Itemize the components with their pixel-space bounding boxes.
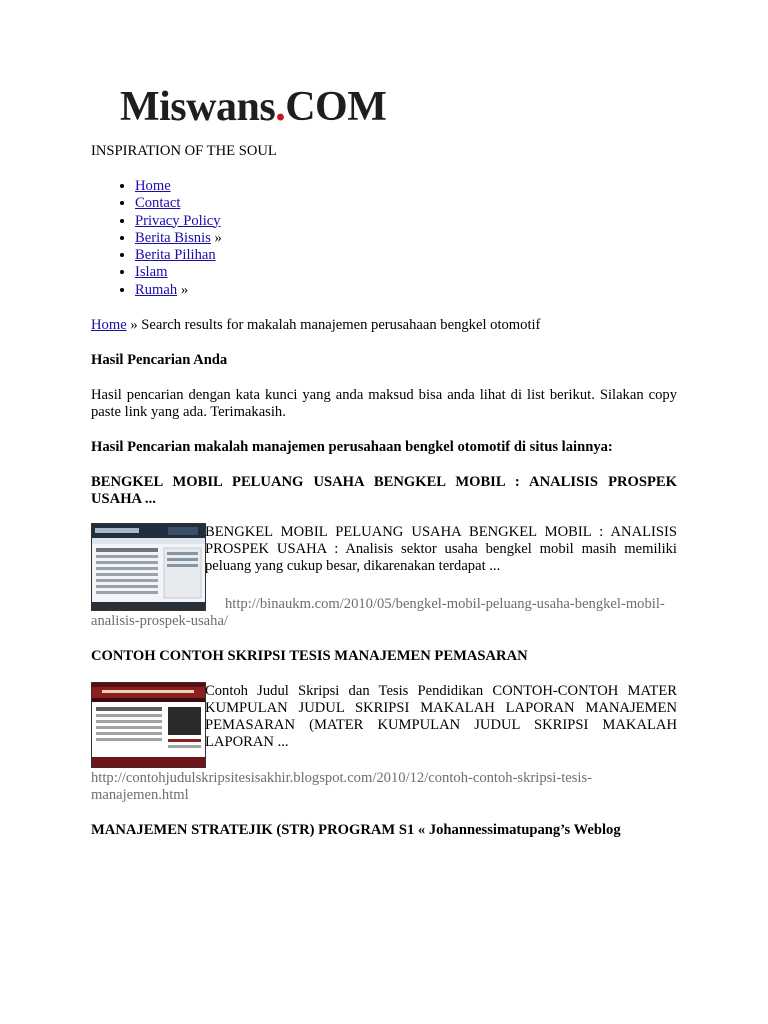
nav-item-berita-bisnis [135,230,222,247]
nav-item-rumah [135,282,222,299]
result-url[interactable]: http://binaukm.com/2010/05/bengkel-mobil-peluang-usaha-bengkel-mobil-analisis-prospek-usaha/ [91,596,665,629]
site-logo[interactable] [120,84,386,130]
result-url[interactable]: http://contohjudulskripsitesisakhir.blogspot.com/2010/12/contoh-contoh-skripsi-tesis-manajemen.html [91,770,593,803]
nav-item-islam [135,264,222,281]
result-snippet: BENGKEL MOBIL PELUANG USAHA BENGKEL MOBIL : ANALISIS PROSPEK USAHA : Analisis sektor usaha bengkel mobil masih memiliki peluang yang cukup besar, dikarenakan terdapat ... [205,524,677,574]
nav-item-berita-pilihan [135,247,222,264]
result-title[interactable]: MANAJEMEN STRATEJIK (STR) PROGRAM S1 « Johannessimatupang’s Weblog [91,822,621,838]
submenu-indicator: » [177,281,189,298]
nav-item-contact [135,195,222,212]
result-title[interactable]: BENGKEL MOBIL PELUANG USAHA BENGKEL MOBIL : ANALISIS PROSPEK USAHA ... [91,474,677,507]
nav-link-berita-bisnis[interactable]: Berita Bisnis [135,229,211,246]
nav-item-privacy-policy [135,213,222,230]
nav-link-contact[interactable]: Contact [135,195,181,212]
nav-link-islam[interactable]: Islam [135,264,168,281]
result-title[interactable]: CONTOH CONTOH SKRIPSI TESIS MANAJEMEN PEMASARAN [91,648,528,664]
search-results-heading: Hasil Pencarian Anda [91,352,228,368]
logo-dot: . [275,84,286,130]
other-sites-heading: Hasil Pencarian makalah manajemen perusahaan bengkel otomotif di situs lainnya: [91,439,613,455]
nav-link-berita-pilihan[interactable]: Berita Pilihan [135,247,216,264]
logo-main: Miswans [120,84,276,130]
website-screenshot-thumbnail [92,683,205,767]
site-tagline: INSPIRATION OF THE SOUL [91,143,277,159]
logo-tld: COM [285,84,387,130]
breadcrumb [91,317,540,334]
submenu-indicator: » [210,229,222,246]
search-results-intro: Hasil pencarian dengan kata kunci yang anda maksud bisa anda lihat di list berikut. Silakan copy paste link yang ada. Terimakasih. [91,387,677,420]
nav-link-home[interactable]: Home [135,178,171,194]
nav-link-rumah[interactable]: Rumah [135,281,178,298]
nav-link-privacy-policy[interactable]: Privacy Policy [135,212,221,229]
breadcrumb-current: » Search results for makalah manajemen perusahaan bengkel otomotif [126,317,541,333]
nav-item-home [135,178,222,195]
main-nav [91,178,222,299]
result-thumbnail[interactable] [91,682,206,768]
breadcrumb-home-link[interactable]: Home [91,317,127,333]
result-snippet: Contoh Judul Skripsi dan Tesis Pendidikan CONTOH-CONTOH MATER KUMPULAN JUDUL SKRIPSI MAKALAH LAPORAN MANAJEMEN PEMASARAN (MATER KUMPULAN JUDUL SKRIPSI MAKALAH LAPORAN ... [205,683,677,750]
